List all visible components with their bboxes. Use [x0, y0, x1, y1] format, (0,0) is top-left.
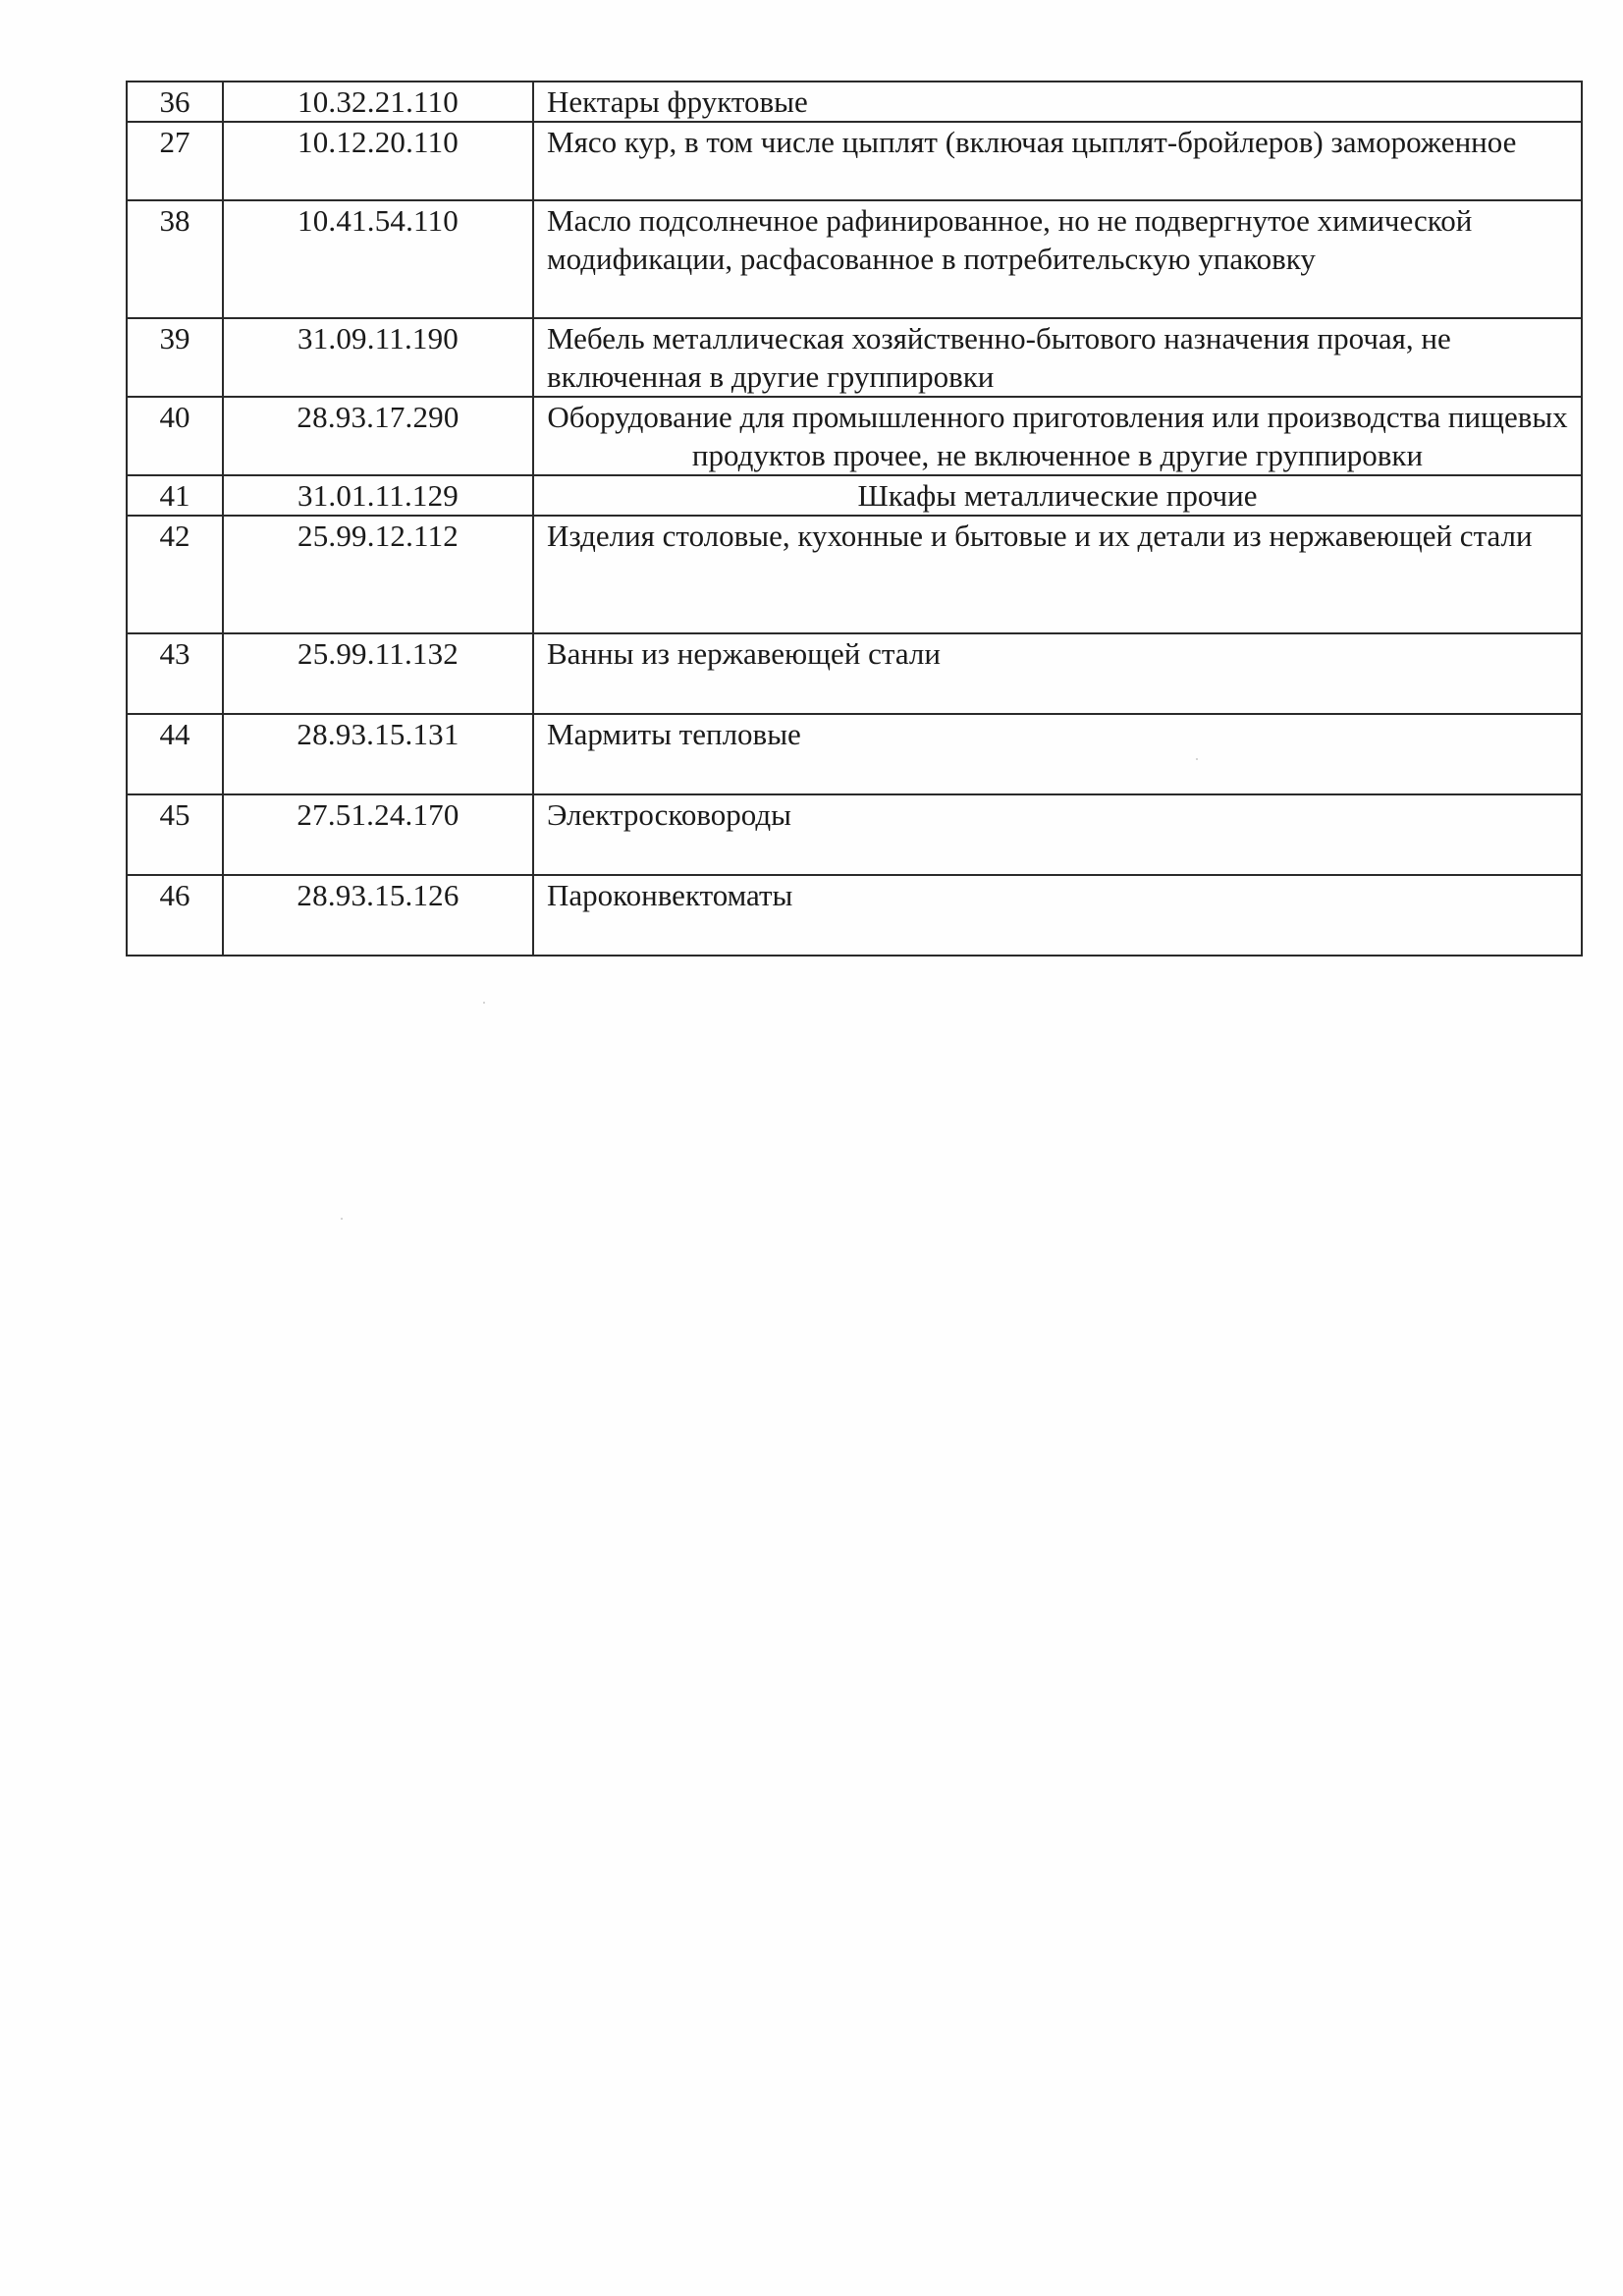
okpd-code: 31.01.11.129: [223, 475, 533, 516]
item-name: Нектары фруктовые: [533, 82, 1582, 122]
table-row: [127, 200, 1582, 318]
item-name: Пароконвектоматы: [533, 875, 1582, 956]
okpd-code: 28.93.15.131: [223, 714, 533, 794]
okpd-code: 10.32.21.110: [223, 82, 533, 122]
row-number: 27: [127, 122, 223, 200]
row-number: 39: [127, 318, 223, 397]
item-name: Электросковороды: [533, 794, 1582, 875]
table-row: [127, 516, 1582, 633]
table-row: [127, 633, 1582, 714]
item-name: Шкафы металлические прочие: [533, 475, 1582, 516]
item-name: Изделия столовые, кухонные и бытовые и их детали из нержавеющей стали: [533, 516, 1582, 633]
okpd-code: 31.09.11.190: [223, 318, 533, 397]
table-row: [127, 794, 1582, 875]
table-row: [127, 122, 1582, 200]
item-name: Масло подсолнечное рафинированное, но не подвергнутое химической модификации, расфасованное в потребительскую упаковку: [533, 200, 1582, 318]
scan-speck: [483, 1002, 485, 1004]
row-number: 45: [127, 794, 223, 875]
table-row: [127, 475, 1582, 516]
table-row: [127, 875, 1582, 956]
item-name: Оборудование для промышленного приготовления или производства пищевых продуктов прочее, не включенное в другие группировки: [533, 397, 1582, 475]
okpd-code: 25.99.12.112: [223, 516, 533, 633]
row-number: 36: [127, 82, 223, 122]
row-number: 42: [127, 516, 223, 633]
scan-speck: [341, 1218, 343, 1220]
item-name: Мармиты тепловые: [533, 714, 1582, 794]
okpd-code: 28.93.15.126: [223, 875, 533, 956]
okpd-code: 27.51.24.170: [223, 794, 533, 875]
row-number: 46: [127, 875, 223, 956]
table-row: [127, 397, 1582, 475]
item-name: Ванны из нержавеющей стали: [533, 633, 1582, 714]
row-number: 38: [127, 200, 223, 318]
scan-speck: [1196, 758, 1198, 760]
table-row: [127, 318, 1582, 397]
item-name: Мебель металлическая хозяйственно-бытового назначения прочая, не включенная в другие группировки: [533, 318, 1582, 397]
okpd-code: 10.12.20.110: [223, 122, 533, 200]
okpd-code: 28.93.17.290: [223, 397, 533, 475]
row-number: 44: [127, 714, 223, 794]
table-row: [127, 714, 1582, 794]
okpd-code: 10.41.54.110: [223, 200, 533, 318]
row-number: 40: [127, 397, 223, 475]
row-number: 41: [127, 475, 223, 516]
item-name: Мясо кур, в том числе цыплят (включая цыплят-бройлеров) замороженное: [533, 122, 1582, 200]
items-table-body: [127, 82, 1582, 956]
okpd-code: 25.99.11.132: [223, 633, 533, 714]
items-table: [126, 81, 1583, 957]
table-row: [127, 82, 1582, 122]
row-number: 43: [127, 633, 223, 714]
